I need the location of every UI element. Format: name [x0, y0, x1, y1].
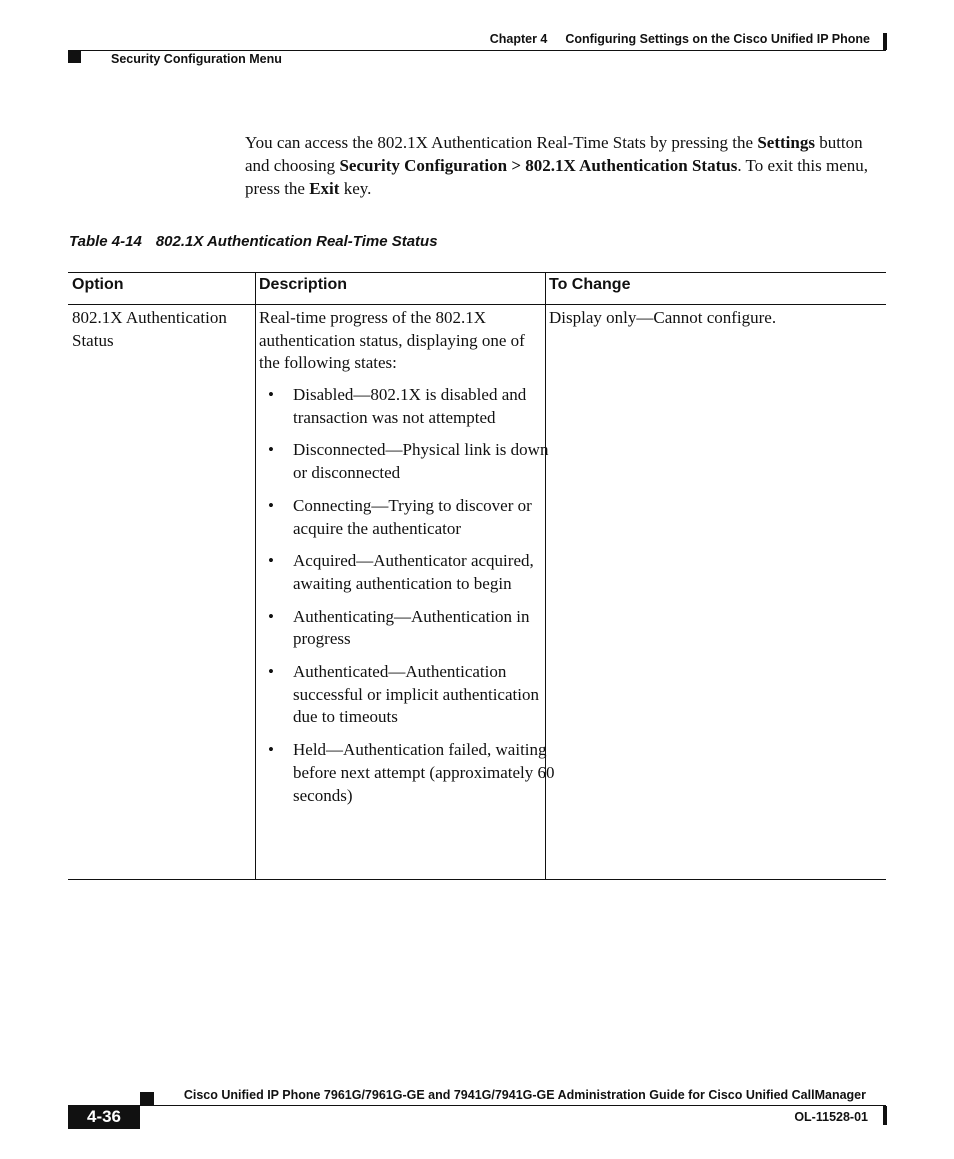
table-caption: [69, 233, 438, 250]
intro-text-4: key.: [339, 179, 372, 198]
document-number: OL-11528-01: [794, 1110, 868, 1124]
table-header-rule: [68, 304, 886, 305]
state-text: Disconnected—Physical link is down or disconnected: [293, 440, 549, 483]
table-title: 802.1X Authentication Real-Time Status: [155, 233, 438, 250]
state-text: Held—Authentication failed, waiting before next attempt (approximately 60 seconds): [293, 740, 555, 805]
list-item: [259, 439, 559, 484]
bullet: •: [268, 662, 274, 682]
bullet: •: [268, 495, 274, 515]
guide-title: Cisco Unified IP Phone 7961G/7961G-GE and 7941G/7941G-GE Administration Guide for Cisco Unified CallManager: [183, 1088, 866, 1102]
column-header-to-change: To Change: [549, 276, 631, 293]
bullet: •: [268, 385, 274, 404]
header-rule: [68, 50, 886, 51]
header-block-marker: [68, 51, 81, 63]
header-bar: [883, 33, 887, 50]
bullet: •: [268, 740, 274, 760]
intro-text-3: . To exit this menu, press the: [245, 156, 869, 198]
chapter-title: Configuring Settings on the Cisco Unified IP Phone: [565, 32, 870, 46]
settings-button-label: Settings: [757, 133, 815, 152]
table-number: Table 4-14: [69, 233, 142, 250]
bullet: •: [268, 440, 274, 460]
state-text: Authenticated—Authentication successful or implicit authentication due to timeouts: [293, 662, 539, 727]
state-text: Authenticating—Authentication in progress: [293, 606, 530, 649]
chapter-label: Chapter 4: [489, 32, 548, 46]
to-change-cell: Display only—Cannot configure.: [549, 308, 777, 327]
state-text: Disabled—802.1X is disabled and transaction was not attempted: [293, 385, 527, 427]
list-item: [259, 495, 559, 540]
page-number: 4-36: [68, 1105, 140, 1129]
intro-paragraph: [245, 131, 890, 200]
list-item: [259, 384, 559, 429]
footer-bar: [883, 1106, 887, 1125]
bullet: •: [268, 551, 274, 571]
state-text: Connecting—Trying to discover or acquire the authenticator: [293, 495, 532, 538]
bullet: •: [268, 606, 274, 626]
footer-block-marker: [140, 1092, 154, 1105]
intro-text-1: You can access the 802.1X Authentication Real-Time Stats by pressing the: [245, 133, 758, 152]
exit-key-label: Exit: [309, 179, 340, 198]
state-list: [259, 384, 559, 817]
column-header-description: Description: [259, 276, 348, 293]
footer-rule: [68, 1105, 886, 1106]
running-header: [490, 32, 870, 46]
state-text: Acquired—Authenticator acquired, awaiting authentication to begin: [293, 551, 534, 593]
list-item: [259, 550, 559, 595]
menu-path: Security Configuration > 802.1X Authentication Status: [339, 156, 738, 175]
list-item: [259, 739, 559, 807]
column-header-option: Option: [72, 276, 124, 293]
intro-text-2: button and choosing: [245, 133, 863, 175]
description-intro: Real-time progress of the 802.1X authentication status, displaying one of the following states:: [259, 308, 525, 372]
option-cell: 802.1X Authentication Status: [72, 308, 227, 350]
list-item: [259, 606, 559, 651]
column-divider: [255, 272, 256, 879]
list-item: [259, 661, 559, 729]
section-title: Security Configuration Menu: [111, 52, 282, 66]
